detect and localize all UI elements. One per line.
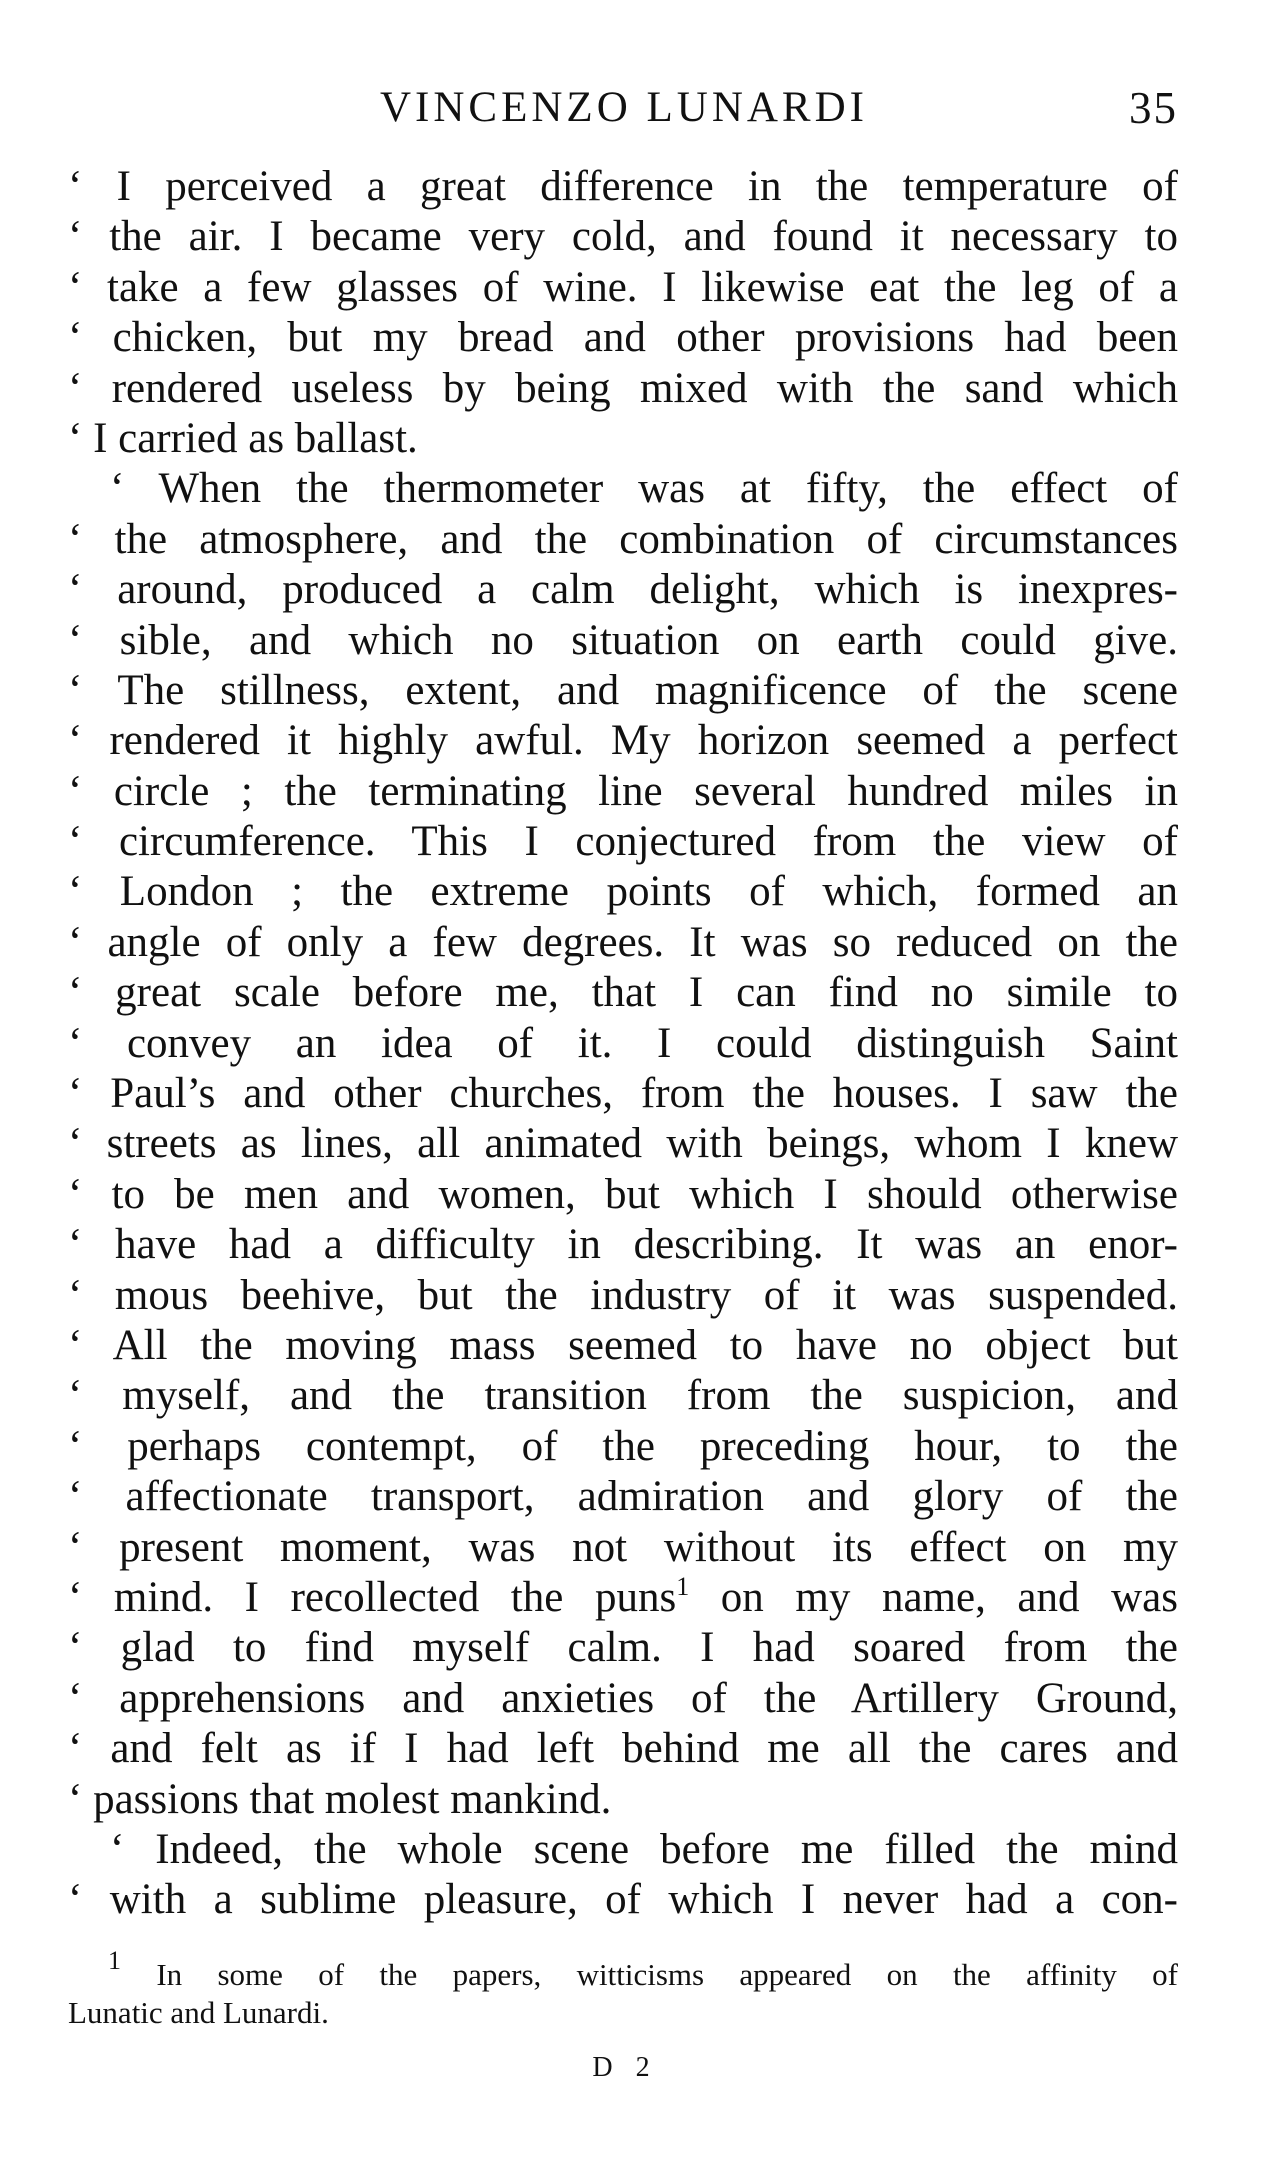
line-head: ‘ mind. I recollected the puns: [68, 1573, 677, 1621]
page-number: 35: [1129, 83, 1178, 133]
text-line: ‘ take a few glasses of wine. I likewise eat the leg of a: [68, 263, 1178, 311]
text-line: ‘ with a sublime pleasure, of which I never had a con-: [68, 1876, 1178, 1924]
footnote-text: In some of the papers, witticisms appeared on the affinity of: [121, 1957, 1178, 1992]
text-line: ‘ chicken, but my bread and other provisions had been: [68, 314, 1178, 362]
paragraph-start-line: ‘ When the thermometer was at fifty, the effect of: [110, 465, 1178, 513]
footnote-line: [68, 1946, 1178, 1994]
footnote: [68, 1946, 1178, 2032]
text-line: ‘ I perceived a great difference in the temperature of: [68, 163, 1178, 210]
text-line: ‘ great scale before me, that I can find no simile to: [68, 969, 1178, 1017]
footnote-reference[interactable]: 1: [676, 1571, 690, 1601]
body-text: [68, 162, 1178, 1926]
text-line: ‘ Paul’s and other churches, from the houses. I saw the: [68, 1070, 1178, 1118]
page-header: [70, 80, 1178, 140]
text-line: ‘ apprehensions and anxieties of the Artillery Ground,: [68, 1674, 1178, 1722]
paragraph-start-line: ‘ Indeed, the whole scene before me filled the mind: [110, 1825, 1178, 1873]
text-line: ‘ sible, and which no situation on earth could give.: [68, 616, 1178, 664]
text-line: ‘ convey an idea of it. I could distinguish Saint: [68, 1019, 1178, 1067]
text-line: ‘ rendered useless by being mixed with the sand which: [68, 364, 1178, 412]
text-line: ‘ affectionate transport, admiration and glory of the: [68, 1473, 1178, 1521]
text-line: ‘ perhaps contempt, of the preceding hour, to the: [68, 1422, 1178, 1470]
text-line: ‘ streets as lines, all animated with beings, whom I knew: [68, 1120, 1178, 1168]
text-line: ‘ All the moving mass seemed to have no object but: [68, 1321, 1178, 1369]
text-line: ‘ and felt as if I had left behind me all the cares and: [68, 1725, 1178, 1773]
book-page: [60, 0, 1190, 2172]
text-line: ‘ London ; the extreme points of which, formed an: [68, 868, 1178, 916]
text-line: ‘ passions that molest mankind.: [68, 1775, 612, 1823]
text-line: ‘ around, produced a calm delight, which is inexpres-: [68, 566, 1178, 614]
text-line: ‘ the atmosphere, and the combination of circumstances: [68, 515, 1178, 563]
text-line: ‘ have had a difficulty in describing. It was an enor-: [68, 1221, 1178, 1269]
text-line: ‘ The stillness, extent, and magnificence of the scene: [68, 666, 1178, 714]
signature-mark: D 2: [592, 2052, 658, 2083]
footnote-line: Lunatic and Lunardi.: [68, 1995, 329, 2030]
text-line: ‘ the air. I became very cold, and found it necessary to: [68, 213, 1178, 261]
text-line-with-footnote: [68, 1573, 1178, 1623]
text-line: ‘ circumference. This I conjectured from the view of: [68, 818, 1178, 866]
text-line: ‘ present moment, was not without its effect on my: [68, 1523, 1178, 1571]
text-line: ‘ myself, and the transition from the suspicion, and: [68, 1372, 1178, 1420]
footnote-marker: 1: [108, 1946, 121, 1975]
text-line: ‘ circle ; the terminating line several hundred miles in: [68, 767, 1178, 815]
line-tail: on my name, and was: [689, 1573, 1178, 1621]
running-title: VINCENZO LUNARDI: [380, 84, 868, 131]
text-line: ‘ glad to find myself calm. I had soared from the: [68, 1624, 1178, 1672]
text-line: ‘ rendered it highly awful. My horizon seemed a perfect: [68, 717, 1178, 765]
text-line: ‘ to be men and women, but which I should otherwise: [68, 1170, 1178, 1218]
text-line: ‘ mous beehive, but the industry of it was suspended.: [68, 1271, 1178, 1319]
text-line: ‘ angle of only a few degrees. It was so reduced on the: [68, 918, 1178, 966]
text-line: ‘ I carried as ballast.: [68, 414, 418, 462]
